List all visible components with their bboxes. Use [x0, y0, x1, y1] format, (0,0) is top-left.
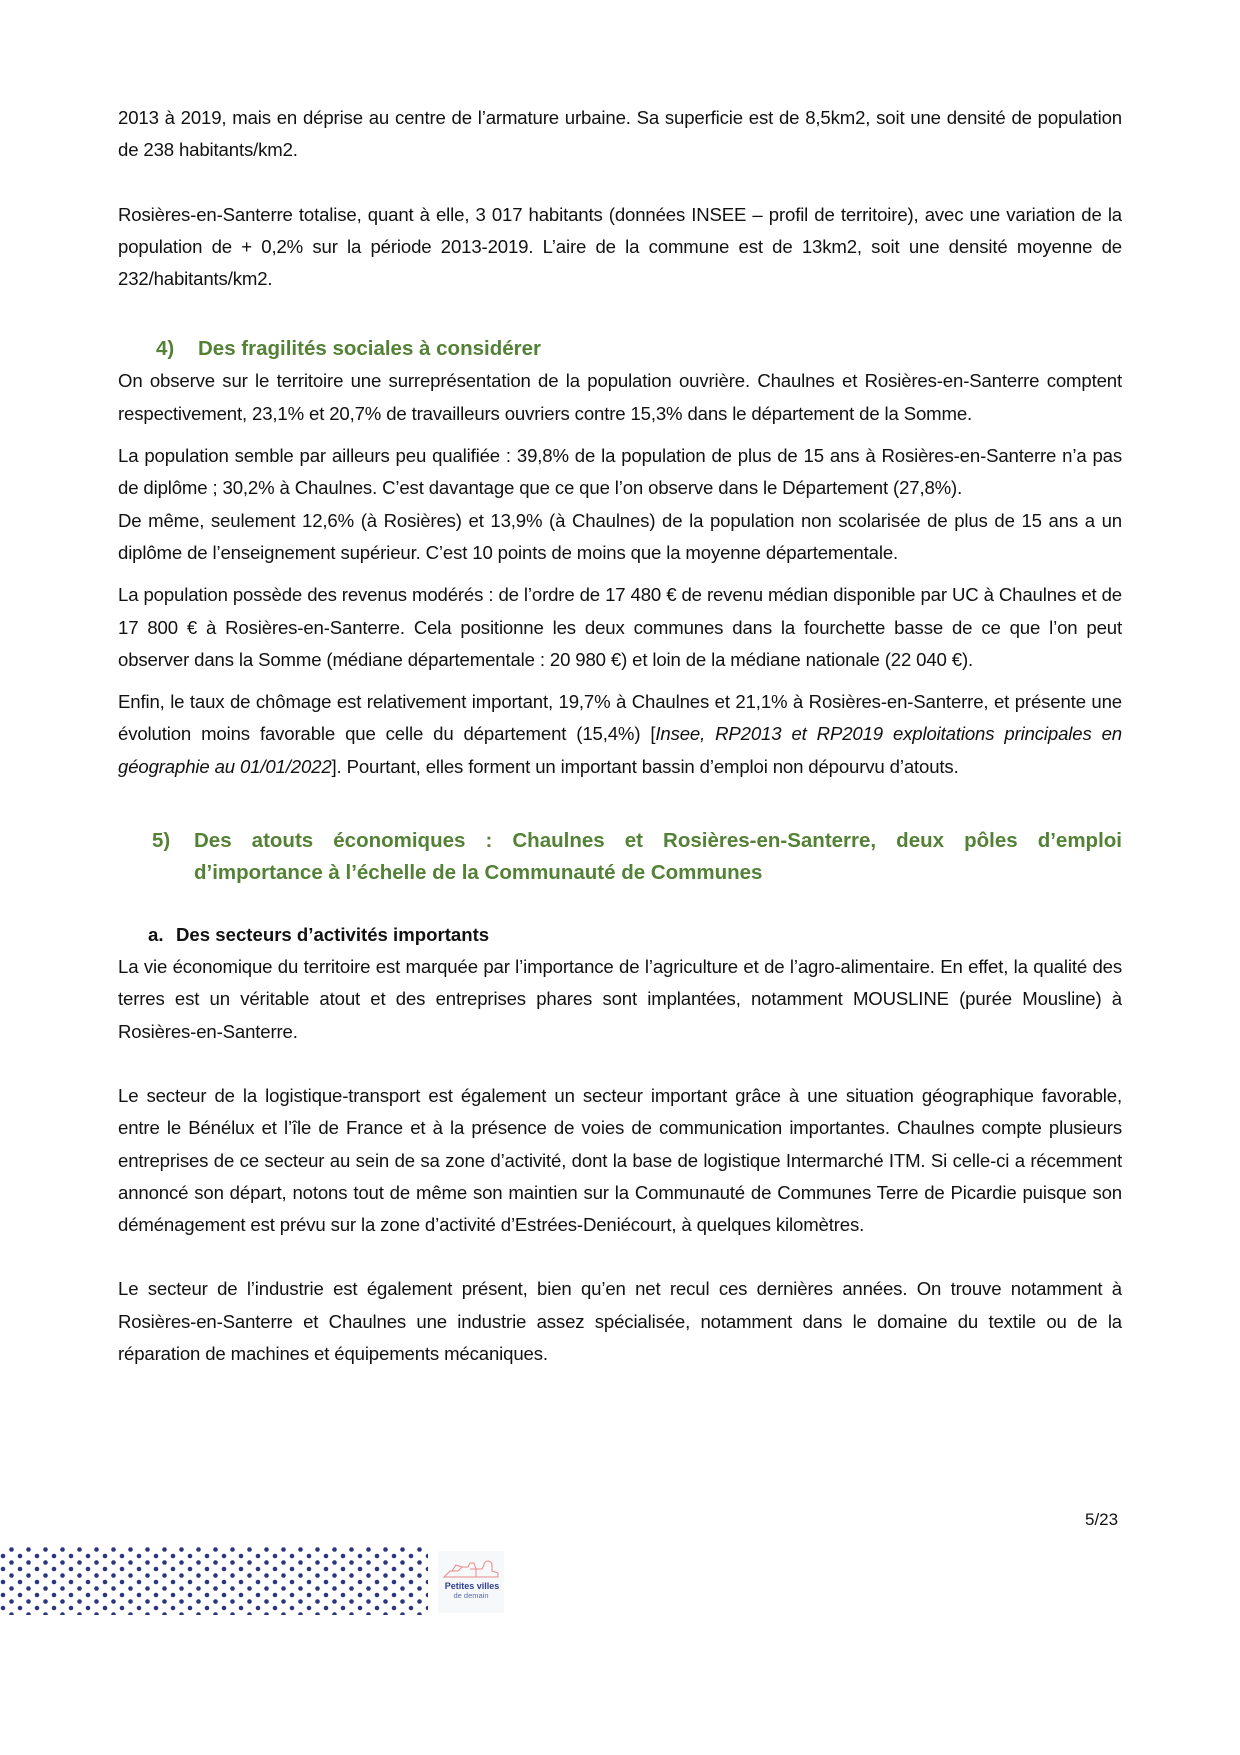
- paragraph: La population semble par ailleurs peu qualifiée : 39,8% de la population de plus de 15 ans à Rosières-en-Santerre n’a pas de diplôme ; 30,2% à Chaulnes. C’est davantage que ce que l’on observe dans le Département (27,8%).: [118, 445, 1122, 499]
- document-body: [118, 102, 1122, 1370]
- page-number: 5/23: [1085, 1510, 1119, 1529]
- heading-number: 4): [156, 337, 175, 361]
- source-citation: Insee, RP2013 et RP2019 exploitations principales en géographie au 01/01/2022: [118, 723, 1123, 777]
- heading-title: Des atouts économiques : Chaulnes et Rosières-en-Santerre, deux pôles d’emploi d’importance à l’échelle de la Communauté de Communes: [194, 829, 1122, 885]
- heading-title: Des fragilités sociales à considérer: [198, 337, 541, 361]
- section-heading-4: [118, 333, 1122, 365]
- navy-dot-pattern: [0, 1547, 428, 1615]
- section-heading-5: [118, 825, 1122, 889]
- paragraph: La vie économique du territoire est marquée par l’importance de l’agriculture et de l’agro-alimentaire. En effet, la qualité des terres est un véritable atout et des entreprises phares sont implantées, notamment MOUSLINE (purée Mousline) à Rosières-en-Santerre.: [118, 956, 1122, 1042]
- heading-letter: a.: [148, 924, 164, 946]
- paragraph: De même, seulement 12,6% (à Rosières) et 13,9% (à Chaulnes) de la population non scolarisée de plus de 15 ans a un diplôme de l’enseignement supérieur. C’est 10 points de moins que la moyenne départementale.: [118, 509, 1122, 563]
- petites-villes-de-demain-logo: [438, 1551, 504, 1613]
- logo-line1: Petites villes: [444, 1581, 500, 1591]
- paragraph: On observe sur le territoire une surreprésentation de la population ouvrière. Chaulnes et Rosières-en-Santerre comptent respectivement, 23,1% et 20,7% de travailleurs ouvriers contre 15,3% dans le département de la Somme.: [118, 370, 1122, 424]
- paragraph: Le secteur de l’industrie est également présent, bien qu’en net recul ces dernières années. On trouve notamment à Rosières-en-Santerre et Chaulnes une industrie assez spécialisée, notamment dans le domaine du textile ou de la réparation de machines et équipements mécaniques.: [118, 1278, 1122, 1365]
- paragraph: Rosières-en-Santerre totalise, quant à elle, 3 017 habitants (données INSEE – profil de territoire), avec une variation de la population de + 0,2% sur la période 2013-2019. L’aire de la commune est de 13km2, soit une densité moyenne de 232/habitants/km2.: [118, 203, 1122, 290]
- heading-title: Des secteurs d’activités importants: [176, 924, 490, 946]
- paragraph: La population possède des revenus modérés : de l’ordre de 17 480 € de revenu médian disponible par UC à Chaulnes et de 17 800 € à Rosières-en-Santerre. Cela positionne les deux communes dans la fourchette basse de ce que l’on peut observer dans la Somme (médiane départementale : 20 980 €) et loin de la médiane nationale (22 040 €).: [118, 584, 1122, 670]
- paragraph: Le secteur de la logistique-transport est également un secteur important grâce à une situation géographique favorable, entre le Bénélux et l’île de France et à la présence de voies de communication importantes. Chaulnes compte plusieurs entreprises de ce secteur au sein de sa zone d’activité, dont la base de logistique Intermarché ITM. Si celle-ci a récemment annoncé son départ, notons tout de même son maintien sur la Communauté de Communes Terre de Picardie puisque son déménagement est prévu sur la zone d’activité d’Estrées-Deniécourt, à quelques kilomètres.: [118, 1084, 1122, 1236]
- paragraph: 2013 à 2019, mais en déprise au centre de l’armature urbaine. Sa superficie est de 8,5km2, soit une densité de population de 238 habitants/km2.: [118, 107, 1122, 161]
- paragraph-unemployment: [118, 686, 1122, 783]
- text-run: ]. Pourtant, elles forment un important bassin d’emploi non dépourvu d’atouts.: [331, 755, 959, 777]
- town-skyline-icon: [442, 1557, 500, 1579]
- text-run: Enfin, le taux de chômage est relativement important, 19,7% à Chaulnes et 21,1% à Rosières-en-Santerre, et présente une évolution moins favorable que celle du département (15,4%) [: [118, 691, 1122, 745]
- subsection-heading-a: [118, 919, 1122, 951]
- heading-number: 5): [152, 829, 171, 853]
- logo-line2: de demain: [453, 1591, 489, 1600]
